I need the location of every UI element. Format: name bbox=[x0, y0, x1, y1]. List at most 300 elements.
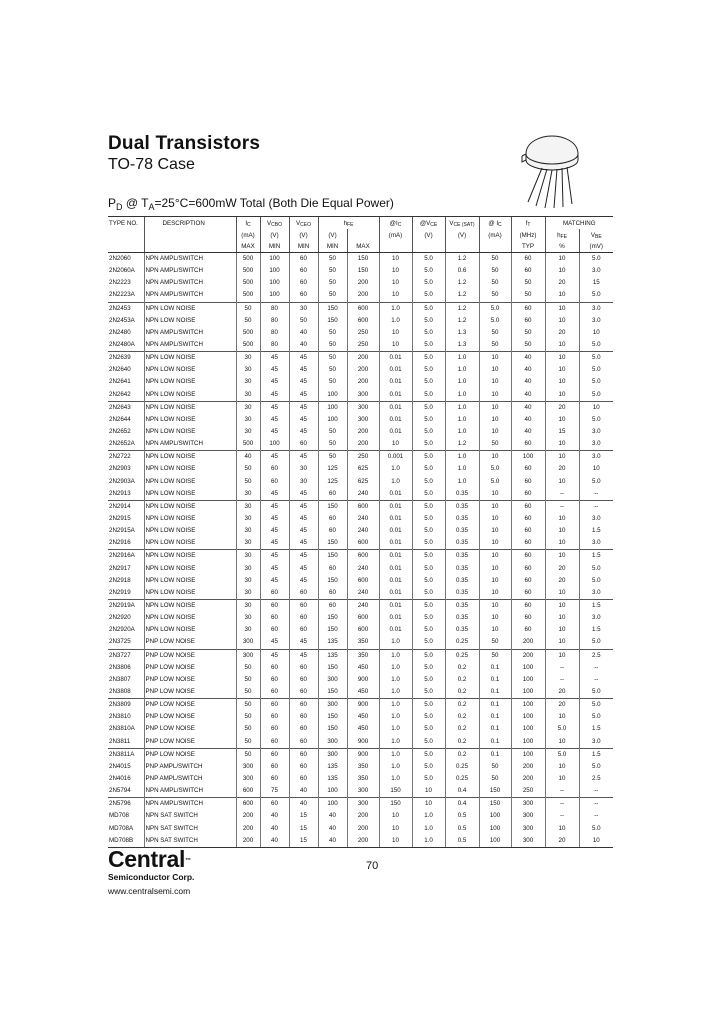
cell-value: 45 bbox=[260, 563, 289, 575]
cell-value: 10 bbox=[479, 414, 511, 426]
cell-value: 50 bbox=[479, 438, 511, 451]
cell-value: 50 bbox=[318, 327, 347, 339]
cell-type: 2N2916 bbox=[109, 539, 131, 547]
cell-value: 50 bbox=[479, 265, 511, 277]
cell-value: 150 bbox=[379, 798, 412, 811]
cell-value: 30 bbox=[236, 575, 260, 587]
cell-description: NPN AMPL/SWITCH bbox=[144, 438, 236, 451]
cell-value: 150 bbox=[318, 537, 347, 550]
cell-value: 60 bbox=[318, 563, 347, 575]
cell-value: 20 bbox=[545, 463, 579, 475]
table-row bbox=[108, 513, 613, 525]
cell-value: 5.0 bbox=[545, 723, 579, 735]
cell-value: 60 bbox=[511, 265, 545, 277]
cell-value: 30 bbox=[236, 426, 260, 438]
cell-value: 60 bbox=[511, 575, 545, 587]
cell-value: 60 bbox=[318, 599, 347, 612]
cell-value: 0.1 bbox=[479, 674, 511, 686]
cell-type: 2N3727 bbox=[108, 649, 144, 662]
cell-type: 2N2652 bbox=[109, 428, 131, 436]
cell-value: 100 bbox=[511, 735, 545, 748]
cell-value: 10 bbox=[545, 822, 579, 834]
table-row bbox=[108, 253, 613, 266]
cell-value: 135 bbox=[318, 773, 347, 785]
cell-type: 2N2903 bbox=[109, 465, 131, 473]
col-description: DESCRIPTION bbox=[144, 217, 236, 230]
cell-value: 0.35 bbox=[445, 500, 479, 513]
cell-value: 5.0 bbox=[412, 451, 445, 464]
cell-value: 5.0 bbox=[412, 711, 445, 723]
cell-value: 300 bbox=[318, 699, 347, 712]
cell-type: 2N2642 bbox=[109, 390, 131, 398]
page-title: Dual Transistors bbox=[108, 133, 261, 154]
cell-value: 5.0 bbox=[579, 761, 613, 773]
cell-value: 10 bbox=[379, 810, 412, 822]
cell-value: 10 bbox=[479, 599, 511, 612]
cell-description: NPN LOW NOISE bbox=[144, 389, 236, 402]
cell-value: 100 bbox=[260, 253, 289, 266]
cell-description: PNP LOW NOISE bbox=[144, 636, 236, 649]
cell-value: 100 bbox=[479, 822, 511, 834]
cell-type: 2N3807 bbox=[109, 675, 131, 683]
cell-value: 10 bbox=[545, 376, 579, 388]
cell-value: 0.01 bbox=[379, 563, 412, 575]
cell-value: 3.0 bbox=[579, 612, 613, 624]
unit-vcesat: (V) bbox=[445, 229, 479, 241]
cell-value: 1.5 bbox=[579, 525, 613, 537]
cell-value: 150 bbox=[318, 662, 347, 674]
cell-value: 5.0 bbox=[479, 463, 511, 475]
cell-value: 200 bbox=[347, 810, 379, 822]
cell-value: 5.0 bbox=[412, 735, 445, 748]
cell-value: 50 bbox=[236, 735, 260, 748]
cell-value: 0.1 bbox=[479, 662, 511, 674]
cell-value: 60 bbox=[511, 550, 545, 563]
cell-value: 45 bbox=[289, 500, 318, 513]
cell-value: 100 bbox=[260, 438, 289, 451]
cell-value: 50 bbox=[511, 339, 545, 352]
cell-value: 30 bbox=[236, 389, 260, 402]
table-row bbox=[108, 327, 613, 339]
cell-type: 2N2915 bbox=[109, 515, 131, 523]
cell-value: 10 bbox=[545, 761, 579, 773]
cell-value: 10 bbox=[479, 401, 511, 414]
match-vbe: $V_{BE}$ bbox=[579, 229, 613, 241]
cell-value: 50 bbox=[479, 649, 511, 662]
cell-value: 240 bbox=[347, 599, 379, 612]
cell-value: 10 bbox=[379, 277, 412, 289]
cell-value: 3.0 bbox=[579, 438, 613, 451]
cell-value: 300 bbox=[236, 761, 260, 773]
cell-value: 0.25 bbox=[445, 649, 479, 662]
vceo-min: MIN bbox=[289, 241, 318, 253]
cell-value: 15 bbox=[289, 810, 318, 822]
cell-value: 600 bbox=[347, 500, 379, 513]
cell-value: 5.0 bbox=[579, 699, 613, 712]
cell-value: 0.35 bbox=[445, 537, 479, 550]
cell-description: NPN SAT SWITCH bbox=[144, 810, 236, 822]
cell-value: 30 bbox=[236, 550, 260, 563]
col-vcesat: $V_{CE (SAT)}$ bbox=[445, 217, 479, 230]
cell-value: 240 bbox=[347, 563, 379, 575]
cell-value: 600 bbox=[236, 798, 260, 811]
cell-type: 2N3811 bbox=[109, 737, 131, 745]
cell-value: 200 bbox=[347, 352, 379, 365]
cell-value: 20 bbox=[545, 699, 579, 712]
cell-description: NPN LOW NOISE bbox=[144, 612, 236, 624]
cell-value: 100 bbox=[260, 277, 289, 289]
cell-value: 60 bbox=[260, 773, 289, 785]
cell-description: NPN AMPL/SWITCH bbox=[144, 253, 236, 266]
cell-value: 30 bbox=[236, 488, 260, 501]
unit-ic: (mA) bbox=[236, 229, 260, 241]
cell-value: 0.01 bbox=[379, 513, 412, 525]
cell-value: -- bbox=[545, 785, 579, 798]
cell-value: 5.0 bbox=[479, 302, 511, 315]
cell-value: 45 bbox=[260, 500, 289, 513]
cell-value: 0.4 bbox=[445, 798, 479, 811]
cell-value: 60 bbox=[318, 513, 347, 525]
cell-value: 5.0 bbox=[412, 401, 445, 414]
cell-value: 300 bbox=[318, 735, 347, 748]
cell-value: 350 bbox=[347, 761, 379, 773]
table-row bbox=[108, 550, 613, 563]
cell-value: 0.4 bbox=[445, 785, 479, 798]
cell-value: 0.01 bbox=[379, 575, 412, 587]
cell-value: 30 bbox=[236, 364, 260, 376]
cell-value: 0.2 bbox=[445, 711, 479, 723]
cell-value: 60 bbox=[318, 525, 347, 537]
cell-value: 60 bbox=[289, 253, 318, 266]
cell-value: 5.0 bbox=[412, 748, 445, 761]
cell-type: 2N2722 bbox=[108, 451, 144, 464]
cell-description: NPN AMPL/SWITCH bbox=[144, 289, 236, 302]
cell-value: 50 bbox=[511, 277, 545, 289]
cell-description: NPN LOW NOISE bbox=[144, 376, 236, 388]
cell-value: -- bbox=[579, 810, 613, 822]
cell-value: 5.0 bbox=[479, 315, 511, 327]
cell-value: 30 bbox=[236, 414, 260, 426]
cell-value: 0.01 bbox=[379, 364, 412, 376]
vcbo-min: MIN bbox=[260, 241, 289, 253]
cell-type: MD708 bbox=[109, 812, 129, 820]
table-row bbox=[108, 463, 613, 475]
cell-value: 0.1 bbox=[479, 735, 511, 748]
cell-value: 45 bbox=[289, 488, 318, 501]
cell-value: 1.0 bbox=[379, 761, 412, 773]
cell-value: 50 bbox=[479, 253, 511, 266]
cell-type: 2N2916A bbox=[108, 550, 144, 563]
cell-value: 1.0 bbox=[445, 451, 479, 464]
cell-value: 200 bbox=[236, 822, 260, 834]
page-subtitle: TO-78 Case bbox=[108, 156, 195, 173]
cell-value: 300 bbox=[318, 748, 347, 761]
cell-value: 30 bbox=[289, 463, 318, 475]
cell-value: 200 bbox=[347, 835, 379, 848]
cell-value: 45 bbox=[289, 563, 318, 575]
cell-value: 60 bbox=[289, 686, 318, 699]
cell-value: 1.0 bbox=[379, 463, 412, 475]
cell-value: 45 bbox=[289, 352, 318, 365]
power-p: P bbox=[108, 196, 117, 210]
cell-value: 10 bbox=[379, 438, 412, 451]
cell-value: 10 bbox=[479, 426, 511, 438]
cell-value: 45 bbox=[260, 451, 289, 464]
cell-description: NPN LOW NOISE bbox=[144, 537, 236, 550]
cell-value: 5.0 bbox=[579, 575, 613, 587]
cell-value: 60 bbox=[260, 463, 289, 475]
cell-value: 60 bbox=[289, 711, 318, 723]
cell-value: 5.0 bbox=[412, 599, 445, 612]
cell-value: 60 bbox=[289, 277, 318, 289]
cell-value: 45 bbox=[289, 389, 318, 402]
cell-value: 250 bbox=[347, 451, 379, 464]
cell-value: 10 bbox=[545, 587, 579, 600]
cell-description: PNP LOW NOISE bbox=[144, 674, 236, 686]
cell-value: 5.0 bbox=[412, 649, 445, 662]
cell-value: 30 bbox=[236, 624, 260, 636]
cell-description: NPN LOW NOISE bbox=[144, 550, 236, 563]
cell-value: 0.2 bbox=[445, 735, 479, 748]
cell-value: 30 bbox=[236, 376, 260, 388]
match-hfe: $h_{FE}$ bbox=[545, 229, 579, 241]
cell-value: 60 bbox=[260, 711, 289, 723]
table-row bbox=[108, 289, 613, 302]
cell-value: 75 bbox=[260, 785, 289, 798]
cell-value: 5.0 bbox=[412, 327, 445, 339]
ic-max: MAX bbox=[236, 241, 260, 253]
col-vcbo: $V_{CBO}$ bbox=[260, 217, 289, 230]
cell-value: 10 bbox=[412, 785, 445, 798]
cell-value: 1.0 bbox=[379, 699, 412, 712]
cell-value: 50 bbox=[236, 699, 260, 712]
cell-value: 30 bbox=[236, 587, 260, 600]
cell-value: 500 bbox=[236, 265, 260, 277]
cell-value: 80 bbox=[260, 302, 289, 315]
cell-value: 1.2 bbox=[445, 438, 479, 451]
cell-value: 0.01 bbox=[379, 352, 412, 365]
cell-value: 100 bbox=[511, 711, 545, 723]
cell-value: 2.5 bbox=[579, 649, 613, 662]
cell-type: 2N2223 bbox=[109, 279, 131, 287]
cell-value: 900 bbox=[347, 699, 379, 712]
table-row bbox=[108, 599, 613, 612]
cell-value: 5.0 bbox=[412, 612, 445, 624]
table-row bbox=[108, 302, 613, 315]
cell-value: 300 bbox=[236, 773, 260, 785]
cell-type: 2N2480 bbox=[109, 328, 131, 336]
cell-value: 5.0 bbox=[579, 822, 613, 834]
cell-value: 3.0 bbox=[579, 426, 613, 438]
cell-value: -- bbox=[579, 662, 613, 674]
cell-type: 2N2914 bbox=[108, 500, 144, 513]
cell-value: 10 bbox=[479, 537, 511, 550]
cell-value: 240 bbox=[347, 513, 379, 525]
table-row bbox=[108, 624, 613, 636]
cell-value: 50 bbox=[236, 711, 260, 723]
cell-value: 45 bbox=[260, 364, 289, 376]
cell-value: 15 bbox=[545, 426, 579, 438]
col-hfe: $h_{FE}$ bbox=[318, 217, 379, 230]
power-rating bbox=[108, 196, 394, 210]
table-row bbox=[108, 376, 613, 388]
cell-value: 5.0 bbox=[412, 773, 445, 785]
cell-description: NPN LOW NOISE bbox=[144, 500, 236, 513]
cell-value: 10 bbox=[479, 550, 511, 563]
cell-description: NPN LOW NOISE bbox=[144, 476, 236, 488]
cell-value: 200 bbox=[347, 376, 379, 388]
cell-value: 20 bbox=[545, 563, 579, 575]
cell-type: 2N5794 bbox=[109, 787, 131, 795]
cell-value: 10 bbox=[545, 550, 579, 563]
cell-value: 20 bbox=[545, 575, 579, 587]
cell-value: 5.0 bbox=[579, 686, 613, 699]
col-matching: MATCHING bbox=[545, 217, 613, 230]
cell-value: 0.001 bbox=[379, 451, 412, 464]
cell-type: 2N2480A bbox=[109, 341, 135, 349]
cell-type: 2N2903A bbox=[109, 477, 135, 485]
cell-description: NPN LOW NOISE bbox=[144, 352, 236, 365]
cell-value: 30 bbox=[236, 563, 260, 575]
cell-value: 900 bbox=[347, 674, 379, 686]
cell-value: 10 bbox=[479, 563, 511, 575]
cell-value: 45 bbox=[260, 649, 289, 662]
cell-value: 60 bbox=[511, 587, 545, 600]
cell-value: 1.3 bbox=[445, 327, 479, 339]
cell-value: 5.0 bbox=[579, 253, 613, 266]
table-row bbox=[108, 352, 613, 365]
cell-value: 40 bbox=[318, 835, 347, 848]
cell-value: 1.0 bbox=[379, 711, 412, 723]
cell-value: 60 bbox=[289, 289, 318, 302]
cell-value: 50 bbox=[479, 761, 511, 773]
cell-value: 0.35 bbox=[445, 488, 479, 501]
cell-value: 150 bbox=[479, 785, 511, 798]
cell-value: 5.0 bbox=[412, 488, 445, 501]
cell-value: 5.0 bbox=[412, 513, 445, 525]
cell-value: 10 bbox=[545, 525, 579, 537]
table-row bbox=[108, 265, 613, 277]
cell-value: 100 bbox=[260, 265, 289, 277]
cell-value: 300 bbox=[318, 674, 347, 686]
table-row bbox=[108, 426, 613, 438]
cell-value: 1.0 bbox=[412, 822, 445, 834]
cell-type: 2N2060 bbox=[109, 255, 131, 263]
cell-value: 125 bbox=[318, 463, 347, 475]
cell-value: 1.5 bbox=[579, 723, 613, 735]
cell-value: 100 bbox=[511, 699, 545, 712]
unit-at-ic2: (mA) bbox=[479, 229, 511, 241]
cell-value: 0.01 bbox=[379, 537, 412, 550]
cell-value: 625 bbox=[347, 463, 379, 475]
cell-value: 5.0 bbox=[412, 364, 445, 376]
cell-value: 1.0 bbox=[379, 686, 412, 699]
cell-value: 150 bbox=[379, 785, 412, 798]
cell-value: 150 bbox=[318, 624, 347, 636]
cell-value: 0.35 bbox=[445, 563, 479, 575]
cell-value: 150 bbox=[318, 686, 347, 699]
cell-value: -- bbox=[545, 500, 579, 513]
cell-value: 60 bbox=[260, 699, 289, 712]
cell-value: 10 bbox=[379, 289, 412, 302]
cell-value: 30 bbox=[236, 401, 260, 414]
cell-value: 1.0 bbox=[412, 810, 445, 822]
cell-value: 0.35 bbox=[445, 550, 479, 563]
cell-value: 50 bbox=[236, 463, 260, 475]
cell-value: 300 bbox=[347, 389, 379, 402]
cell-value: 900 bbox=[347, 748, 379, 761]
cell-value: 60 bbox=[511, 302, 545, 315]
cell-description: NPN AMPL/SWITCH bbox=[144, 798, 236, 811]
cell-value: 30 bbox=[289, 302, 318, 315]
cell-value: 450 bbox=[347, 662, 379, 674]
cell-value: 60 bbox=[289, 624, 318, 636]
cell-value: 40 bbox=[511, 376, 545, 388]
cell-value: 30 bbox=[236, 352, 260, 365]
cell-description: NPN AMPL/SWITCH bbox=[144, 265, 236, 277]
cell-value: 30 bbox=[236, 525, 260, 537]
cell-value: 0.01 bbox=[379, 414, 412, 426]
cell-value: 5.0 bbox=[412, 537, 445, 550]
cell-value: 0.25 bbox=[445, 761, 479, 773]
cell-type: 2N3810 bbox=[109, 713, 131, 721]
cell-type: 2N2453A bbox=[109, 316, 135, 324]
cell-value: 135 bbox=[318, 636, 347, 649]
cell-value: 1.2 bbox=[445, 302, 479, 315]
cell-value: 10 bbox=[479, 488, 511, 501]
table-row bbox=[108, 364, 613, 376]
cell-value: 5.0 bbox=[412, 525, 445, 537]
cell-description: NPN LOW NOISE bbox=[144, 599, 236, 612]
cell-value: 50 bbox=[479, 289, 511, 302]
cell-description: PNP AMPL/SWITCH bbox=[144, 761, 236, 773]
cell-description: NPN LOW NOISE bbox=[144, 414, 236, 426]
cell-value: 100 bbox=[511, 662, 545, 674]
cell-value: 300 bbox=[236, 649, 260, 662]
cell-value: 100 bbox=[318, 389, 347, 402]
cell-value: 3.0 bbox=[579, 451, 613, 464]
cell-value: 0.1 bbox=[479, 699, 511, 712]
cell-value: -- bbox=[579, 785, 613, 798]
cell-description: NPN LOW NOISE bbox=[144, 401, 236, 414]
cell-value: 1.0 bbox=[379, 723, 412, 735]
cell-value: 45 bbox=[260, 513, 289, 525]
cell-value: 60 bbox=[260, 723, 289, 735]
cell-value: 1.0 bbox=[412, 835, 445, 848]
cell-value: 60 bbox=[260, 735, 289, 748]
table-row bbox=[108, 612, 613, 624]
cell-value: 5.0 bbox=[579, 352, 613, 365]
cell-value: 10 bbox=[379, 265, 412, 277]
cell-value: 50 bbox=[479, 339, 511, 352]
cell-value: 50 bbox=[318, 265, 347, 277]
col-ft: $f_T$ bbox=[511, 217, 545, 230]
cell-value: 0.2 bbox=[445, 674, 479, 686]
cell-description: PNP LOW NOISE bbox=[144, 723, 236, 735]
table-row bbox=[108, 500, 613, 513]
cell-value: 600 bbox=[347, 612, 379, 624]
table-row bbox=[108, 575, 613, 587]
cell-value: 5.0 bbox=[579, 389, 613, 402]
cell-value: 300 bbox=[347, 798, 379, 811]
cell-value: 10 bbox=[579, 401, 613, 414]
cell-value: 60 bbox=[260, 587, 289, 600]
cell-type: 2N3811A bbox=[108, 748, 144, 761]
cell-value: 60 bbox=[511, 463, 545, 475]
cell-type: 2N2223A bbox=[109, 291, 135, 299]
cell-value: 240 bbox=[347, 525, 379, 537]
cell-description: PNP LOW NOISE bbox=[144, 711, 236, 723]
